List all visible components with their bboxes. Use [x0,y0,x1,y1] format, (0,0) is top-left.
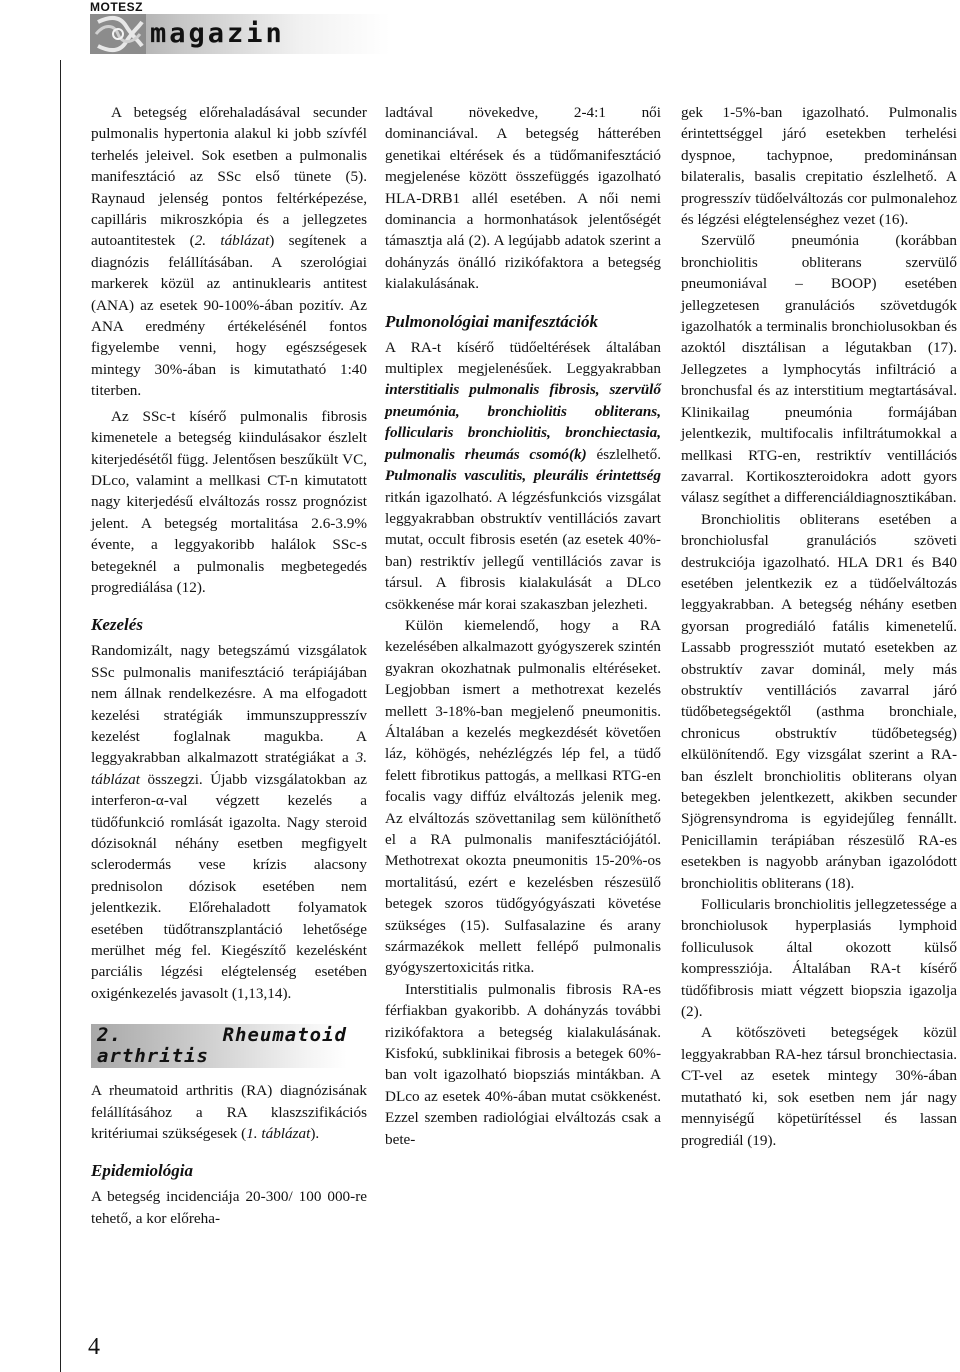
paragraph: Bronchiolitis obliterans esetében a bronchiolusfal granulációs szöveti destrukciója igazolható. HLA DR1 és B40 esetében jelentkezik ez a tüdőelváltozás leggyakrabban. A betegség néhány esetben gyorsan progrediáló fatális kimenetelű. Lassabb progressziót mutató esetekben az obstruktív zavar dominál, mely más obstruktív ventillációs zavarral járó tüdőbetegségektől (asthma bronchiale, chronicus obstruktív tüdőbetegség) elkülönítendő. Egy vizsgálat szerint a RA-ban észlelt bronchiolitis obliterans olyan betegekben jelentkezett, akikben secunder Sjögrensyndroma is egyidejűleg fennállt. Penicillamin terápiában részesülő RA-es esetekben is nagyobb arányban igazolódott bronchiolitis obliterans (18). [681,510,957,892]
paragraph: A betegség előrehaladásával secunder pulmonalis hypertonia alakul ki jobb szívfél terhelés jeleivel. Sok esetben a pulmonalis manifesztáció az SSc első tünete (5). Raynaud jelenség pontos feltérképezése, capilláris mikroszkópia és a jellegzetes autoantitestek (2. táblázat) segítenek a diagnózis felállításában. A szerológiai markerek közül az antinuklearis antitest (ANA) az esetek 90-100%-ában pozitív. Az ANA eredmény értékelésénél fontos figyelembe venni, hogy egészségesek mintegy 30%-ában is kimutatható 1:40 titerben. [91,104,367,400]
margin-rule [60,60,61,1372]
knot-logo-icon [90,14,146,54]
column-3 [681,102,957,1151]
page-number: 4 [88,1334,100,1360]
heading-kezeles: Kezelés [91,615,143,635]
column-1 [91,102,367,1229]
paragraph: Szervülő pneumónia (korábban bronchiolitis obliterans szervülő pneumoniával – BOOP) esetében jellegzetesen granulációs szövetdugók igazolhatók a terminalis bronchiolusokban és azoktól disztálisan a légutakban (17). Jellegzetes a lymphocytás infiltráció a bronchusfal és az interstitium megtartásával. Klinikailag pneumónia formájában jelentkezik, multifocalis infiltrátumokkal a mellkasi RTG-en, restriktív ventillációs zavarral. Kortikoszteroidokra adott gyors válasz segíthet a differenciáldiagnosztikában. [681,232,957,507]
paragraph: gek 1-5%-ban igazolható. Pulmonalis érintettséggel járó esetekben terhelési dyspnoe, tachypnoe, predominánsan bilateralis, basalis crepitatio észlelhető. A progresszív tüdőelváltozás cor pulmonalehoz és légzési elégtelenséghez vezet (16). [681,104,957,229]
column-2 [385,102,661,1150]
heading-pulmonologiai: Pulmonológiai manifesztációk [385,311,598,331]
paragraph: A kötőszöveti betegségek közül leggyakrabban RA-hez társul bronchiectasia. CT-vel az esetek mintegy 30%-ában mutatható ki, sok esetben nem jár nagy mennyiségű köpetürítéssel és lassan progrediál (19). [681,1024,957,1149]
heading-epidemiologia: Epidemiológia [91,1161,193,1181]
paragraph: Follicularis bronchiolitis jellegzetessége a bronchiolusok hyperplasiás lymphoid folliculusok által okozott külső kompressziója. Általában RA-t kísérő tüdőfibrosis miatt végzett biopszia igazolja (2). [681,896,957,1021]
paragraph: Az SSc-t kísérő pulmonalis fibrosis kimenetele a betegség kiindulásakor észlelt kiterjedésétől függ. Jelentősen beszűkült VC, DLco, valamint a mellkasi CT-n kimutatott nagy kiterjedésű elváltozás rossz prognózist jelent. A betegség mortalitása 2.6-3.9% évente, a leggyakoribb halálok SSc-s betegeknél a pulmonalis megbetegedés progrediálása (12). [91,407,367,596]
paragraph: Külön kiemelendő, hogy a RA kezelésében alkalmazott gyógyszerek szintén gyakran okozhatnak pulmonalis eltéréseket. Legjobban ismert a methotrexat kezelés mellett 3-18%-ban megjelenő pneumonitis. Általában a kezelés megkezdését követően láz, köhögés, nehézlégzés lép fel, a tüdő felett fibrotikus pattogás, a mellkasi RTG-en focalis vagy diffúz elváltozás jelenik meg. Az elváltozás szövettanilag sem különíthető el a RA pulmonalis manifesztációjától. Methotrexat okozta pneumonitis 15-20%-os mortalitású, ezért e kezelésben részesülő betegek szoros tüdőgyógyászati követése szükséges (15). Sulfasalazine és arany származékok mellett fellépő pulmonalis gyógyszertoxicitás ritka. [385,616,661,977]
paragraph: Randomizált, nagy betegszámú vizsgálatok SSc pulmonalis manifesztáció terápiájában nem állnak rendelkezésre. A ma elfogadott kezelési stratégiák immunszuppresszív kezelést foglalnak magukba. A leggyakrabban alkalmazott stratégiákat a 3. táblázat összegzi. Újabb vizsgálatokban az interferon-α-val végzett kezelés a tüdőfunkció romlását igazolta. Nagy steroid dózisoknál néhány esetben megfigyelt sclerodermás vese krízis alacsony prednisolon dózisok esetében nem jelentkezik. Előrehaladott folyamatok esetében tüdőtranszplantáció lehetősége merülhet még fel. Kiegészítő kezelésként parciális légzési elégtelenség esetében oxigénkezelés javasolt (1,13,14). [91,642,367,1002]
section-title: 2. Rheumatoid arthritis [97,1023,347,1068]
paragraph: A RA-t kísérő tüdőeltérések általában multiplex megjelenésűek. Leggyakrabban interstitialis pulmonalis fibrosis, szervülő pneumónia, bronchiolitis obliterans, follicularis bronchiolitis, bronchiectasia, pulmonalis rheumás csomó(k) észlelhető. Pulmonalis vasculitis, pleurális érintettség ritkán igazolható. A légzésfunkciós vizsgálat leggyakrabban obstruktív ventillációs zavart mutat, occult fibrosis esetén (az esetek 40%-ban) restriktív jellegű ventillációs zavar is társul. A fibrosis kialakulását a DLco csökkenése már korai szakaszban jelezheti. [385,338,661,613]
paragraph: Interstitialis pulmonalis fibrosis RA-es férfiakban gyakoribb. A dohányzás további rizikófaktora a betegség kialakulásának. Kisfokú, subklinikai fibrosis a betegek 60%-ban volt igazolható biopsziás mintákban. A DLco az esetek 40%-ában mutat csökkenést. Ezzel szemben radiológiai elváltozás csak a bete- [385,980,661,1148]
publisher-label: MOTESZ [90,0,143,14]
magazine-header [0,0,960,60]
magazine-title: magazin [150,18,285,49]
paragraph: A betegség incidenciája 20-300/ 100 000-re tehető, a kor előreha- [91,1188,367,1227]
section-title-box [91,1024,347,1068]
paragraph: ladtával növekedve, 2-4:1 női dominanciával. A betegség hátterében genetikai eltérések és a tüdőmanifesztáció megjelenése között összefüggés igazolható HLA-DRB1 allél esetében. A női nemi dominancia a hormonhatások jelentőségét támasztja alá (2). A legújabb adatok szerint a dohányzás önálló rizikófaktora a betegség kialakulásának. [385,104,661,293]
paragraph: A rheumatoid arthritis (RA) diagnózisának felállításához a RA klaszszifikációs kritériumai szükségesek (1. táblázat). [91,1082,367,1143]
